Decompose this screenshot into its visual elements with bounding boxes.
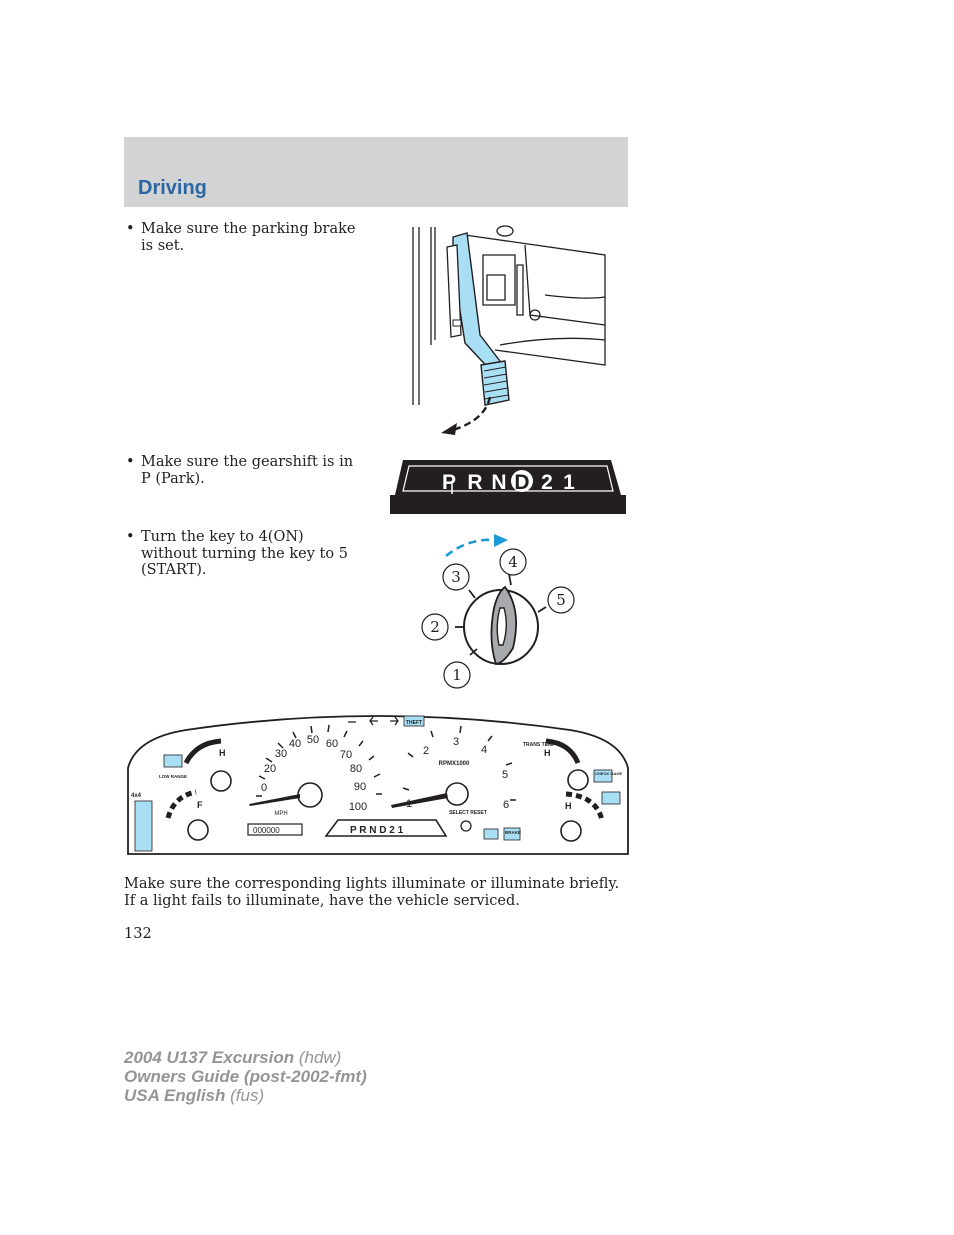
- gear-letter-n: N: [491, 471, 507, 494]
- page-number: 132: [124, 926, 152, 942]
- cluster-gear-strip: P R N D 2 1: [350, 825, 404, 836]
- bullet-symbol: •: [126, 454, 135, 470]
- gear-letter-r: R: [467, 471, 483, 494]
- footer-language: USA English: [124, 1086, 226, 1105]
- rpm-label: RPMX1000: [438, 761, 470, 767]
- speed-tick-40: 40: [288, 738, 302, 750]
- gear-letter-d: D: [514, 471, 530, 494]
- bullet-gearshift: [126, 454, 358, 487]
- speed-tick-30: 30: [274, 748, 288, 760]
- ignition-position-3: 3: [451, 568, 461, 586]
- select-reset-label: SELECT RESET: [449, 810, 487, 816]
- trans-temp-label: TRANS TEMP: [523, 742, 556, 748]
- speed-tick-80: 80: [349, 763, 363, 775]
- footer-model: 2004 U137 Excursion: [124, 1048, 295, 1067]
- ignition-illustration: [418, 530, 583, 695]
- footer-line-2: [124, 1067, 367, 1086]
- speed-tick-20: 20: [263, 763, 277, 775]
- speed-tick-100: 100: [348, 801, 368, 813]
- speed-tick-60: 60: [325, 738, 339, 750]
- bullet-symbol: •: [126, 221, 135, 237]
- gear-letter-1: 1: [563, 471, 575, 494]
- footer-language-code: (fus): [225, 1086, 265, 1105]
- bullet-ignition-key: [126, 529, 358, 579]
- bullet-text: Make sure the gearshift is in P (Park).: [141, 454, 354, 487]
- rpm-tick-2: 2: [422, 745, 430, 757]
- gear-letter-2: 2: [541, 471, 553, 494]
- footer-guide: Owners Guide (post-2002-fmt): [124, 1067, 367, 1086]
- ignition-position-5: 5: [556, 591, 566, 609]
- odometer-digits: 000000: [253, 826, 280, 835]
- gauge-h-left: H: [219, 748, 226, 758]
- parking-brake-illustration: [405, 225, 610, 440]
- bullet-text: Make sure the parking brake is set.: [141, 221, 356, 254]
- speed-tick-0: 0: [260, 782, 268, 794]
- bullet-symbol: •: [126, 529, 135, 545]
- ignition-position-2: 2: [430, 618, 440, 636]
- gear-letter-p: P: [441, 471, 457, 494]
- brake-label: BRAKE: [505, 830, 522, 835]
- speed-tick-90: 90: [353, 781, 367, 793]
- footer-line-3: [124, 1086, 367, 1105]
- gauge-f-label: F: [197, 800, 203, 810]
- rpm-tick-4: 4: [480, 744, 488, 756]
- ignition-position-1: 1: [452, 666, 462, 684]
- bullet-parking-brake: [126, 221, 358, 254]
- rpm-tick-6: 6: [502, 799, 510, 811]
- speed-tick-50: 50: [306, 734, 320, 746]
- four-by-four-label: 4x4: [131, 793, 142, 799]
- gauge-h-right-bottom: H: [565, 801, 572, 811]
- bullet-text: Turn the key to 4(ON) without turning the key to 5 (START).: [141, 529, 348, 578]
- section-title: Driving: [138, 177, 207, 199]
- low-range-label: LOW RANGE: [159, 774, 187, 779]
- gauge-h-right-top: H: [544, 748, 551, 758]
- theft-label: THEFT: [406, 720, 423, 726]
- footer-line-1: [124, 1048, 367, 1067]
- speed-tick-70: 70: [339, 749, 353, 761]
- ignition-position-4: 4: [508, 553, 518, 571]
- gear-indicator-illustration: [389, 458, 627, 516]
- header-band: [124, 137, 628, 207]
- check-gage-label: CHECK GAGE: [595, 771, 623, 776]
- footer-model-code: (hdw): [294, 1048, 342, 1067]
- footer-block: [124, 1048, 367, 1105]
- instruction-paragraph: Make sure the corresponding lights illuminate or illuminate briefly. If a light fails to illuminate, have the vehicle serviced.: [124, 876, 620, 909]
- speed-unit-label: MPH: [274, 811, 288, 817]
- rpm-tick-3: 3: [452, 736, 460, 748]
- rpm-tick-5: 5: [501, 769, 509, 781]
- instrument-cluster-illustration: [126, 708, 630, 858]
